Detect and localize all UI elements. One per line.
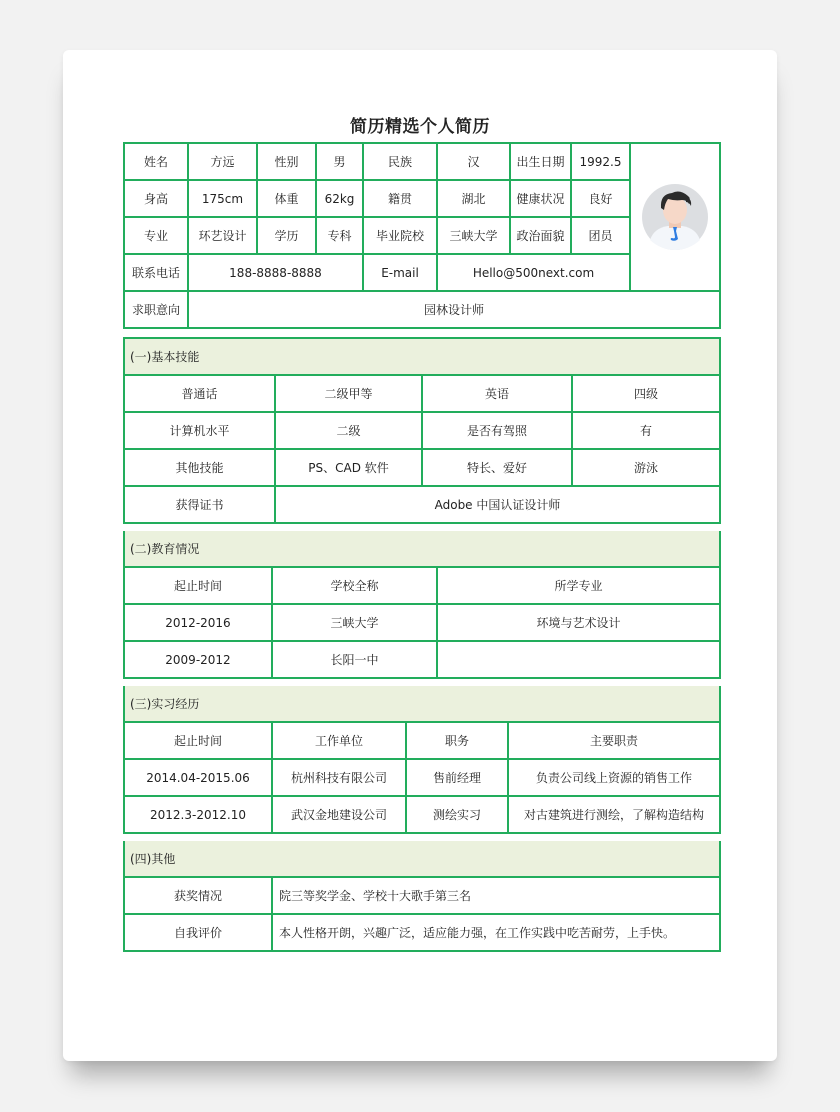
health-value: 良好 bbox=[571, 180, 630, 217]
skill-cell: 其他技能 bbox=[124, 449, 275, 486]
self-evaluation-value: 本人性格开朗，兴趣广泛，适应能力强，在工作实践中吃苦耐劳，上手快。 bbox=[272, 914, 720, 951]
cert-label: 获得证书 bbox=[124, 486, 275, 523]
objective-value: 园林设计师 bbox=[188, 291, 720, 328]
column-header: 起止时间 bbox=[124, 567, 272, 604]
edu-cell: 2009-2012 bbox=[124, 641, 272, 678]
edu-cell: 2012-2016 bbox=[124, 604, 272, 641]
ethnicity-value: 汉 bbox=[437, 143, 510, 180]
skill-cell: 普通话 bbox=[124, 375, 275, 412]
origin-value: 湖北 bbox=[437, 180, 510, 217]
cert-value: Adobe 中国认证设计师 bbox=[275, 486, 720, 523]
degree-value: 专科 bbox=[316, 217, 363, 254]
degree-label: 学历 bbox=[257, 217, 316, 254]
name-value: 方远 bbox=[188, 143, 257, 180]
table-row bbox=[124, 604, 720, 641]
table-row bbox=[124, 449, 720, 486]
intern-cell: 负责公司线上资源的销售工作 bbox=[508, 759, 720, 796]
edu-cell bbox=[437, 641, 720, 678]
intern-cell: 2014.04-2015.06 bbox=[124, 759, 272, 796]
gender-label: 性别 bbox=[257, 143, 316, 180]
table-header-row bbox=[124, 567, 720, 604]
ethnicity-label: 民族 bbox=[363, 143, 437, 180]
other-table bbox=[123, 841, 721, 952]
skills-table bbox=[123, 337, 721, 524]
height-label: 身高 bbox=[124, 180, 188, 217]
section-heading-internship: (三)实习经历 bbox=[124, 686, 720, 722]
health-label: 健康状况 bbox=[510, 180, 571, 217]
column-header: 起止时间 bbox=[124, 722, 272, 759]
intern-cell: 武汉金地建设公司 bbox=[272, 796, 406, 833]
column-header: 工作单位 bbox=[272, 722, 406, 759]
politics-value: 团员 bbox=[571, 217, 630, 254]
column-header: 职务 bbox=[406, 722, 508, 759]
column-header: 所学专业 bbox=[437, 567, 720, 604]
objective-row bbox=[124, 291, 720, 328]
section-heading-skills: (一)基本技能 bbox=[124, 338, 720, 375]
objective-label: 求职意向 bbox=[124, 291, 188, 328]
phone-label: 联系电话 bbox=[124, 254, 188, 291]
awards-value: 院三等奖学金、学校十大歌手第三名 bbox=[272, 877, 720, 914]
skill-cell: 计算机水平 bbox=[124, 412, 275, 449]
skill-cell: 游泳 bbox=[572, 449, 720, 486]
email-value: Hello@500next.com bbox=[437, 254, 630, 291]
origin-label: 籍贯 bbox=[363, 180, 437, 217]
table-row bbox=[124, 486, 720, 523]
major-value: 环艺设计 bbox=[188, 217, 257, 254]
skill-cell: 二级 bbox=[275, 412, 422, 449]
school-label: 毕业院校 bbox=[363, 217, 437, 254]
table-row bbox=[124, 759, 720, 796]
edu-cell: 长阳一中 bbox=[272, 641, 437, 678]
skill-cell: 特长、爱好 bbox=[422, 449, 572, 486]
weight-value: 62kg bbox=[316, 180, 363, 217]
section-heading-other: (四)其他 bbox=[124, 841, 720, 877]
table-row bbox=[124, 641, 720, 678]
skill-cell: 有 bbox=[572, 412, 720, 449]
table-row bbox=[124, 412, 720, 449]
photo-cell bbox=[630, 143, 720, 291]
table-row bbox=[124, 375, 720, 412]
skill-cell: 是否有驾照 bbox=[422, 412, 572, 449]
birth-label: 出生日期 bbox=[510, 143, 571, 180]
table-header-row bbox=[124, 722, 720, 759]
email-label: E-mail bbox=[363, 254, 437, 291]
height-value: 175cm bbox=[188, 180, 257, 217]
gender-value: 男 bbox=[316, 143, 363, 180]
info-row-1 bbox=[124, 143, 720, 180]
self-evaluation-label: 自我评价 bbox=[124, 914, 272, 951]
skill-cell: 二级甲等 bbox=[275, 375, 422, 412]
intern-cell: 2012.3-2012.10 bbox=[124, 796, 272, 833]
page-title: 简历精选个人简历 bbox=[350, 117, 490, 137]
weight-label: 体重 bbox=[257, 180, 316, 217]
major-label: 专业 bbox=[124, 217, 188, 254]
skill-cell: 四级 bbox=[572, 375, 720, 412]
intern-cell: 售前经理 bbox=[406, 759, 508, 796]
table-row bbox=[124, 796, 720, 833]
school-value: 三峡大学 bbox=[437, 217, 510, 254]
resume-table bbox=[123, 142, 721, 329]
table-row bbox=[124, 877, 720, 914]
phone-value: 188-8888-8888 bbox=[188, 254, 363, 291]
table-row bbox=[124, 914, 720, 951]
resume-page bbox=[63, 50, 777, 1061]
column-header: 主要职责 bbox=[508, 722, 720, 759]
name-label: 姓名 bbox=[124, 143, 188, 180]
internship-table bbox=[123, 686, 721, 834]
section-heading-education: (二)教育情况 bbox=[124, 531, 720, 567]
birth-value: 1992.5 bbox=[571, 143, 630, 180]
intern-cell: 杭州科技有限公司 bbox=[272, 759, 406, 796]
intern-cell: 测绘实习 bbox=[406, 796, 508, 833]
column-header: 学校全称 bbox=[272, 567, 437, 604]
intern-cell: 对古建筑进行测绘，了解构造结构 bbox=[508, 796, 720, 833]
skill-cell: 英语 bbox=[422, 375, 572, 412]
edu-cell: 环境与艺术设计 bbox=[437, 604, 720, 641]
skill-cell: PS、CAD 软件 bbox=[275, 449, 422, 486]
awards-label: 获奖情况 bbox=[124, 877, 272, 914]
education-table bbox=[123, 531, 721, 679]
avatar-person-icon bbox=[642, 184, 708, 250]
politics-label: 政治面貌 bbox=[510, 217, 571, 254]
edu-cell: 三峡大学 bbox=[272, 604, 437, 641]
